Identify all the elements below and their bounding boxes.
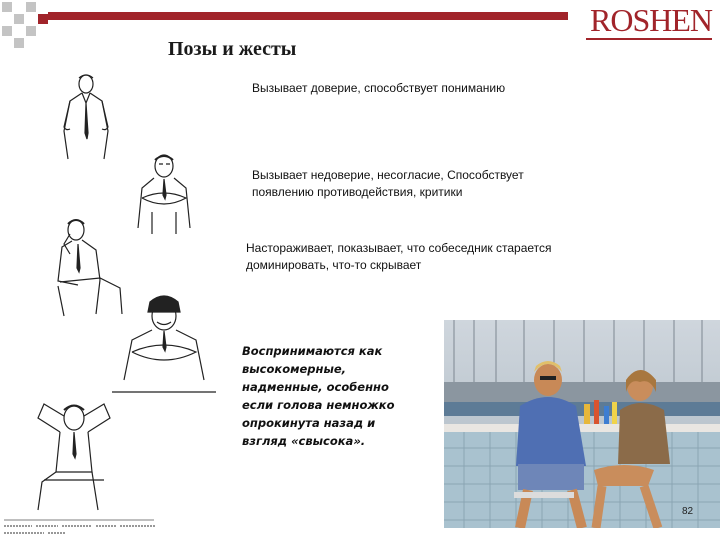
caption-trust: Вызывает доверие, способствует пониманию (252, 81, 506, 95)
header-accent-bar (48, 12, 568, 20)
page-title: Позы и жесты (168, 38, 297, 60)
brand-logo: ROSHEN (589, 2, 712, 38)
caption-alert: Настораживает, показывает, что собеседник старается доминировать, что-то скрывает (246, 241, 552, 272)
arms-crossed-smiling-man-sketch-icon (112, 294, 216, 398)
logo-underline (586, 38, 712, 40)
couple-at-bar-photo (444, 320, 720, 528)
caption-distrust: Вызывает недоверие, несогласие, Способствует появлению противодействия, критики (252, 168, 524, 199)
hands-behind-head-man-sketch-icon (24, 396, 124, 512)
caption-arrogance: Воспринимаются как высокомерные, надменные, особенно если голова немножко опрокинута назад и взгляд «свысока». (242, 344, 395, 448)
open-posture-man-sketch-icon (56, 72, 120, 162)
grid-decoration-icon (0, 0, 48, 48)
page-number: 82 (682, 506, 694, 517)
crossed-arms-man-sketch-icon (132, 152, 196, 238)
footnote-scribble-icon (4, 518, 172, 538)
